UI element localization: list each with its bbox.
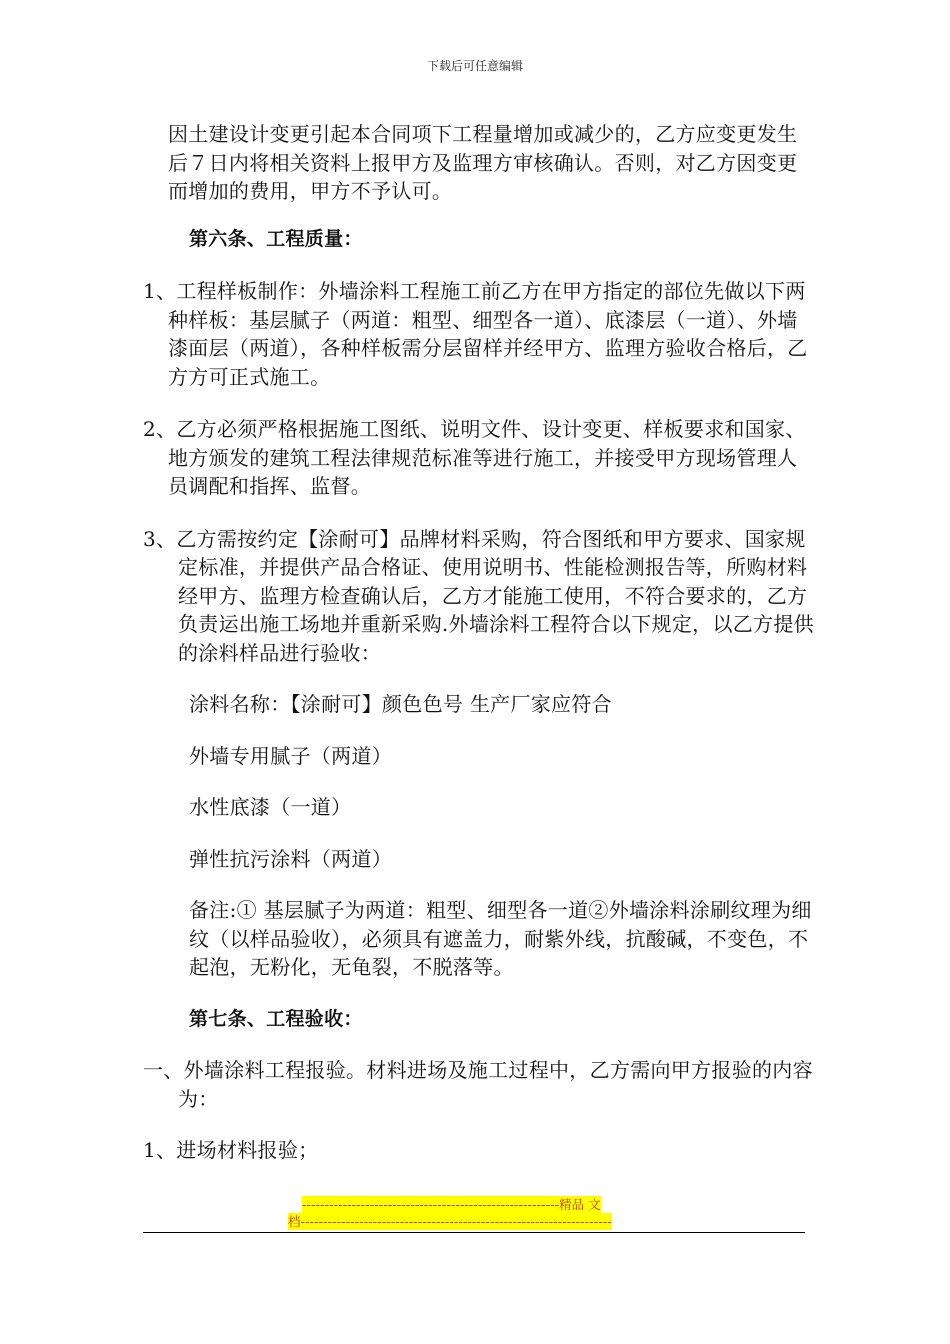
article-7-heading: 第七条、工程验收： [189,1007,363,1030]
quality-item-3: 3、乙方需按约定【涂耐可】品牌材料采购，符合图纸和甲方要求、国家规定标准，并提供产品合格证、使用说明书、性能检测报告等，所购材料经甲方、监理方检查确认后，乙方才能施工使用，不符合要求的，乙方负责运出施工场地并重新采购.外墙涂料工程符合以下规定，以乙方提供的涂料样品进行验收： [143,526,814,665]
spec-coating-name: 涂料名称：【涂耐可】颜色色号 生产厂家应符合 [189,692,612,716]
acceptance-section-1: 一、外墙涂料工程报验。材料进场及施工过程中，乙方需向甲方报验的内容为： [143,1058,813,1111]
header-note: 下载后可任意编辑 [426,59,523,73]
spec-putty: 外墙专用腻子（两道） [189,743,392,768]
quality-item-1: 1、工程样板制作：外墙涂料工程施工前乙方在甲方指定的部位先做以下两种样板：基层腻子（两道：粗型、细型各一道）、底漆层（一道）、外墙漆面层（两道），各种样板需分层留样并经甲方、监理方验收合格后，乙方方可正式施工。 [143,279,808,389]
remark-paragraph: 备注:① 基层腻子为两道：粗型、细型各一道②外墙涂料涂刷纹理为细纹（以样品验收），必须具有遮盖力，耐紫外线，抗酸碱，不变色，不起泡，无粉化，无龟裂，不脱落等。 [189,898,812,979]
intro-paragraph: 因土建设计变更引起本合同项下工程量增加或减少的，乙方应变更发生后７日内将相关资料上报甲方及监理方审核确认。否则，对乙方因变更而增加的费用，甲方不予认可。 [168,122,798,203]
footer-watermark-line-2: 档--------------------------------------------------------------------- [288,1214,612,1229]
footer-divider [143,1232,805,1233]
footer-watermark [288,1196,668,1230]
article-6-heading: 第六条、工程质量： [189,227,363,250]
document-body [143,120,815,1165]
acceptance-item-1: 1、进场材料报验； [143,1138,319,1162]
spec-primer: 水性底漆（一道） [189,795,352,819]
quality-item-2: 2、乙方必须严格根据施工图纸、说明文件、设计变更、样板要求和国家、地方颁发的建筑工程法律规范标准等进行施工，并接受甲方现场管理人员调配和指挥、监督。 [143,417,806,498]
spec-topcoat: 弹性抗污涂料（两道） [189,846,392,871]
footer-watermark-line-1: ---------------------------------------------------------精品 文 [302,1197,601,1212]
